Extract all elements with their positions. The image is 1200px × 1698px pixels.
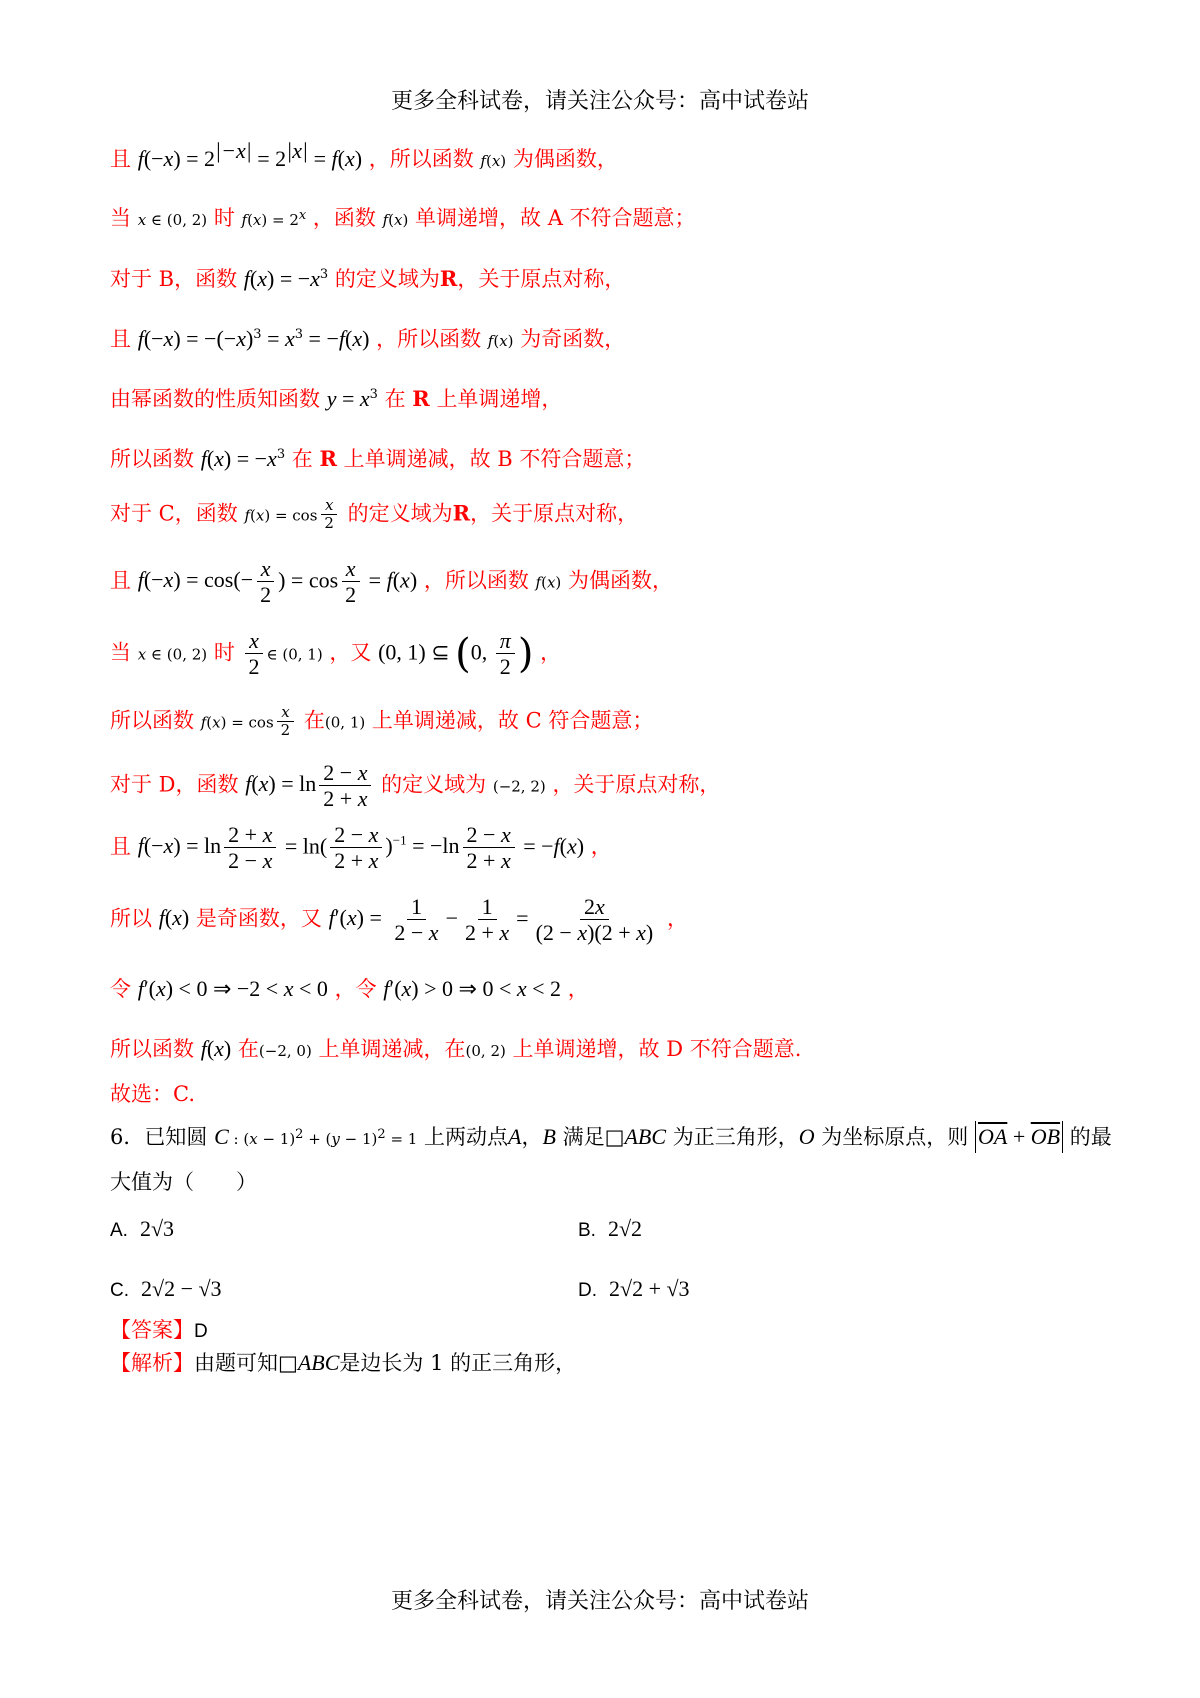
option-d[interactable]: D. 2√2 + √3 — [578, 1276, 690, 1301]
solution-line-2: 当 x ∈ (0, 2) 时 $f(x) = 2^x$ ，函数 f(x) 单调递增，故 A 不符合题意； — [110, 206, 696, 230]
answer-label: 【答案】 — [110, 1318, 194, 1342]
option-a[interactable]: A. 2√3 — [110, 1216, 175, 1241]
option-c[interactable]: C. 2√2 − √3 — [110, 1276, 222, 1301]
answer-value: D — [194, 1321, 208, 1342]
solution-line-1: 且 $f(-x) = 2^{|-x|} = 2^{|x|} = f(x)$ ，所以函数 f(x) 为偶函数， — [110, 138, 618, 171]
solution-line-16: 故选：C. — [110, 1082, 195, 1106]
question-6-line-2: 大值为（ ） — [110, 1170, 257, 1194]
solution-line-10: 所以函数 f(x) = cos $\frac{x}{2}$ 在(0, 1) 上单调递减，故 C 符合题意； — [110, 703, 654, 740]
solution-line-5: 由幂函数的性质知函数 $y = x^3$ 在 R 上单调递增， — [110, 386, 563, 411]
analysis-line: 【解析】由题可知□ABC是边长为 1 的正三角形， — [110, 1350, 577, 1375]
solution-line-12: 且 f(−x) = ln $\frac{2 + x}{2 - x}$ = ln( $\frac{2 - x}{2 + x}$ )$^{-1}$ = −ln $\frac{2 - x}{2 + x}$ = −f(x) ， — [110, 822, 612, 874]
solution-line-15: 所以函数 f(x) 在(−2, 0) 上单调递减，在(0, 2) 上单调递增，故 D 不符合题意. — [110, 1036, 802, 1061]
question-6-line-1: 6．已知圆 C : $(x - 1)^2 + (y - 1)^2 = 1$ 上两动点A，B 满足□ABC 为正三角形，O 为坐标原点，则 $\overline{OA} + \overline{OB}$ 的最 — [110, 1124, 1100, 1150]
solution-line-8: 且 f(−x) = cos(− $\frac{x}{2}$ ) = cos $\frac{x}{2}$ = f(x) ，所以函数 f(x) 为偶函数， — [110, 556, 673, 608]
solution-line-14: 令 f′(x) < 0 ⇒ −2 < x < 0 ，令 f′(x) > 0 ⇒ 0 < x < 2 ， — [110, 976, 589, 1001]
solution-line-4: 且 $f(-x) = -(-x)^3 = x^3 = -f(x)$ ，所以函数 f(x) 为奇函数， — [110, 326, 626, 351]
solution-line-3: 对于 B，函数 $f(x) = -x^3$ 的定义域为R，关于原点对称， — [110, 266, 626, 291]
solution-line-13: 所以 f(x) 是奇函数，又 f′(x) = $\frac{1}{2 - x}$ − $\frac{1}{2 + x}$ = $\frac{2x}{(2 - x)(2 + x)}$ ， — [110, 894, 688, 946]
page-footer: 更多全科试卷，请关注公众号：高中试卷站 — [390, 1589, 809, 1614]
solution-line-9: 当 x ∈ (0, 2) 时 $\frac{x}{2}$ ∈ (0, 1) ，又 (0, 1) ⊆ (0, $\frac{\pi}{2}$ ) ， — [110, 628, 562, 680]
solution-line-11: 对于 D，函数 f(x) = ln $\frac{2 - x}{2 + x}$ 的定义域为 (−2, 2) ，关于原点对称， — [110, 760, 721, 812]
analysis-label: 【解析】 — [110, 1351, 194, 1375]
page-header: 更多全科试卷，请关注公众号：高中试卷站 — [390, 89, 809, 114]
answer-line — [110, 1318, 1100, 1344]
option-b[interactable]: B. 2√2 — [578, 1216, 643, 1241]
solution-line-7: 对于 C，函数 f(x) = cos $\frac{x}{2}$ 的定义域为R，关于原点对称， — [110, 496, 639, 533]
solution-line-6: 所以函数 $f(x) = -x^3$ 在 R 上单调递减，故 B 不符合题意； — [110, 446, 646, 471]
